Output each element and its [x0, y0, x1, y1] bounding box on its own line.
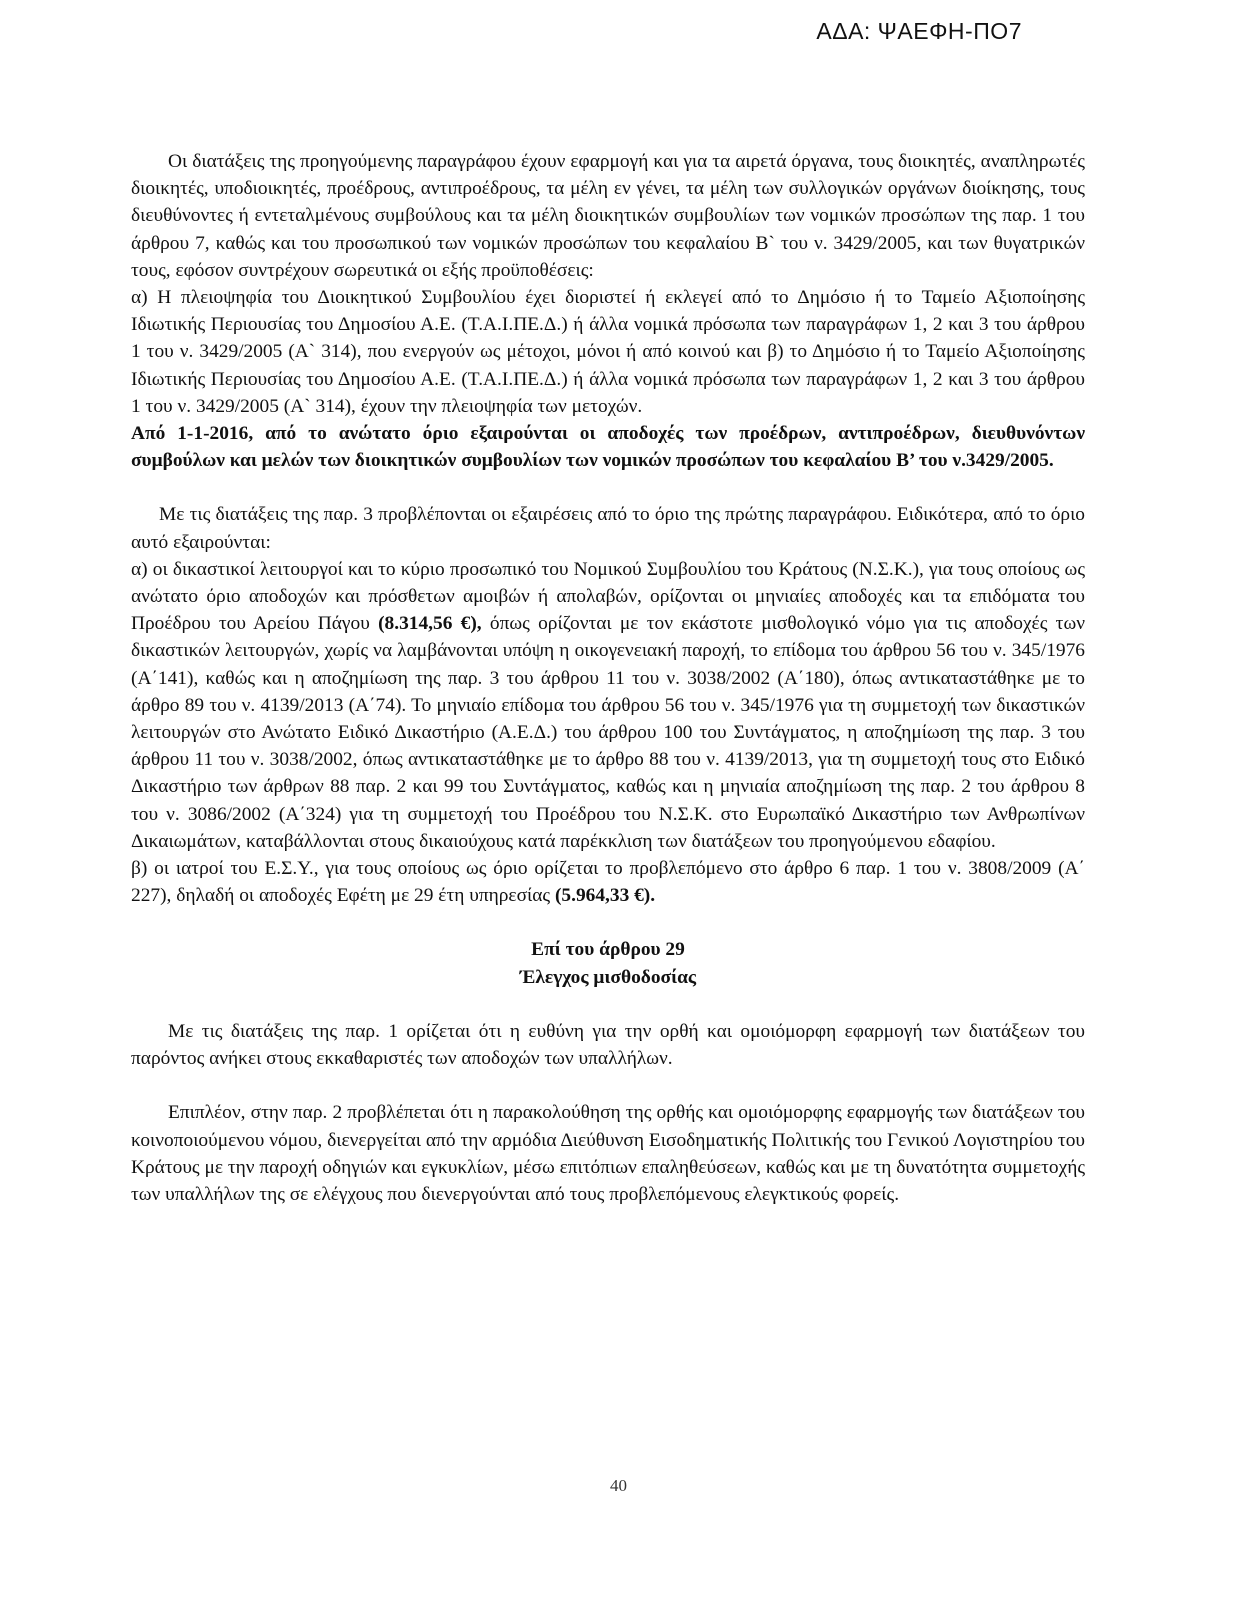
paragraph-exceptions-intro: Με τις διατάξεις της παρ. 3 προβλέπονται οι εξαιρέσεις από το όριο της πρώτης παραγράφου. Ειδικότερα, από το όριο αυτό εξαιρούνται: [131, 504, 1085, 553]
ada-code: ΑΔΑ: ΨΑΕΦΗ-ΠΟ7 [816, 18, 1022, 44]
paragraph-monitoring: Επιπλέον, στην παρ. 2 προβλέπεται ότι η παρακολούθηση της ορθής και ομοιόμορφης εφαρμογής των διατάξεων του κοινοποιούμενου νόμου, διενεργείται από την αρμόδια Διεύθυνση Εισοδηματικής Πολιτικής του Γενικού Λογιστηρίου του Κράτους με την παροχή οδηγιών και εγκυκλίων, μέσω επιτόπιων επαληθεύσεων, καθώς και με τη δυνατότητα συμμετοχής των υπαλλήλων της σε ελέγχους που διενεργούνται από τους προβλεπόμενους ελεγκτικούς φορείς. [131, 1102, 1086, 1205]
article-subheading: Έλεγχος μισθοδοσίας [519, 966, 697, 988]
doctors-text: β) οι ιατροί του Ε.Σ.Υ., για τους οποίους ως όριο ορίζεται το προβλεπόμενο στο άρθρο 6 παρ. 1 του ν. 3808/2009 (Α΄ 227), δηλαδή οι αποδοχές Εφέτη με 29 έτη υπηρεσίας [131, 858, 1085, 907]
paragraph-conditions: α) Η πλειοψηφία του Διοικητικού Συμβουλίου έχει διοριστεί ή εκλεγεί από το Δημόσιο ή το Ταμείο Αξιοποίησης Ιδιωτικής Περιουσίας του Δημοσίου Α.Ε. (Τ.Α.Ι.ΠΕ.Δ.) ή άλλα νομικά πρόσωπα των παραγράφων 1, 2 και 3 του άρθρου 1 του ν. 3429/2005 (Α` 314), που ενεργούν ως μέτοχοι, μόνοι ή από κοινού και β) το Δημόσιο ή το Ταμείο Αξιοποίησης Ιδιωτικής Περιουσίας του Δημοσίου Α.Ε. (Τ.Α.Ι.ΠΕ.Δ.) ή άλλα νομικά πρόσωπα των παραγράφων 1, 2 και 3 του άρθρου 1 του ν. 3429/2005 (Α` 314), έχουν την πλειοψηφία των μετοχών. [131, 287, 1085, 417]
document-body [131, 148, 1085, 1208]
paragraph-scope: Οι διατάξεις της προηγούμενης παραγράφου έχουν εφαρμογή και για τα αιρετά όργανα, τους διοικητές, αναπληρωτές διοικητές, υποδιοικητές, προέδρους, αντιπροέδρους, τα μέλη εν γένει, τα μέλη των συλλογικών οργάνων διοίκησης, τους διευθύνοντες ή εντεταλμένους συμβούλους και τα μέλη διοικητικών συμβουλίων των νομικών προσώπων της παρ. 1 του άρθρου 7, καθώς και του προσωπικού των νομικών προσώπων του κεφαλαίου Β` του ν. 3429/2005, και των θυγατρικών τους, εφόσον συντρέχουν σωρευτικά οι εξής προϋποθέσεις: [131, 151, 1085, 281]
paragraph-judges [131, 556, 1085, 855]
judges-text-1: α) οι δικαστικοί λειτουργοί και το κύριο προσωπικό του Νομικού Συμβουλίου του Κράτους (Ν.Σ.Κ.), για τους οποίους ως ανώτατο όριο αποδοχών και πρόσθετων αμοιβών ή απολαβών, ορίζονται οι μηνιαίες αποδοχές και τα επιδόματα του Προέδρου του Αρείου Πάγου [131, 558, 1085, 635]
article-heading: Επί του άρθρου 29 [531, 939, 685, 961]
judges-amount: (8.314,56 €), [378, 613, 482, 635]
judges-text-2: όπως ορίζονται με τον εκάστοτε μισθολογικό νόμο για τις αποδοχές των δικαστικών λειτουργών, χωρίς να λαμβάνονται υπόψη η οικογενειακή παροχή, το επίδομα του άρθρου 56 του ν. 345/1976 (Α΄141), καθώς και η αποζημίωση της παρ. 3 του άρθρου 11 του ν. 3038/2002 (Α΄180), όπως αντικαταστάθηκε με το άρθρο 89 του ν. 4139/2013 (Α΄74). Το μηνιαίο επίδομα του άρθρου 56 του ν. 345/1976 για τη συμμετοχή των δικαστικών λειτουργών στο Ανώτατο Ειδικό Δικαστήριο (Α.Ε.Δ.) του άρθρου 100 του Συντάγματος, η αποζημίωση της παρ. 3 του άρθρου 11 του ν. 3038/2002, όπως αντικαταστάθηκε με το άρθρο 88 του ν. 4139/2013, για τη συμμετοχή τους στο Ειδικό Δικαστήριο των άρθρων 88 παρ. 2 και 99 του Συντάγματος, καθώς και η μηνιαία αποζημίωση της παρ. 2 του άρθρου 8 του ν. 3086/2002 (Α΄324) για τη συμμετοχή του Προέδρου του Ν.Σ.Κ. στο Ευρωπαϊκό Δικαστήριο των Ανθρωπίνων Δικαιωμάτων, καταβάλλονται στους δικαιούχους κατά παρέκκλιση των διατάξεων του προηγούμενου εδαφίου. [131, 613, 1085, 852]
doctors-amount: (5.964,33 €). [554, 885, 656, 907]
paragraph-responsibility: Με τις διατάξεις της παρ. 1 ορίζεται ότι η ευθύνη για την ορθή και ομοιόμορφη εφαρμογή των διατάξεων του παρόντος ανήκει στους εκκαθαριστές των αποδοχών των υπαλλήλων. [131, 1020, 1085, 1070]
page-number: 40 [610, 1476, 627, 1495]
paragraph-exemption-bold: Από 1-1-2016, από το ανώτατο όριο εξαιρούνται οι αποδοχές των προέδρων, αντιπροέδρων, διευθυνόντων συμβούλων και μελών των διοικητικών συμβουλίων των νομικών προσώπων του κεφαλαίου Β’ του ν.3429/2005. [131, 423, 1085, 472]
paragraph-doctors [131, 855, 1085, 909]
